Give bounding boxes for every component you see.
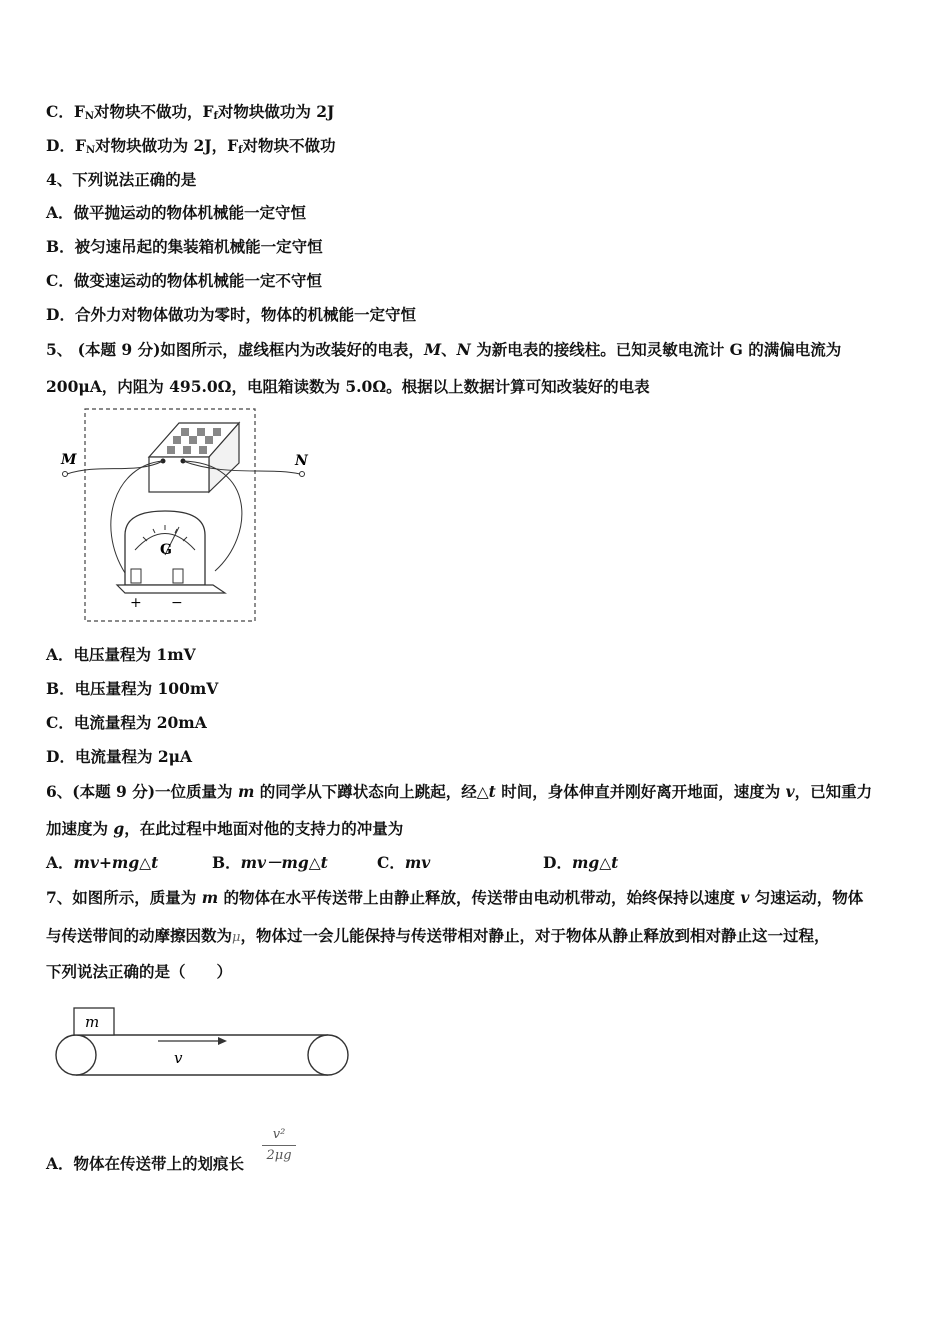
meter-circuit-figure xyxy=(55,405,315,627)
q7-stem-line1: 7、如图所示，质量为 m 的物体在水平传送带上由静止释放，传送带由电动机带动，始终保持以速度 v 匀速运动，物体 xyxy=(46,888,864,907)
terminal-n xyxy=(300,472,305,477)
fraction-bar xyxy=(262,1145,296,1146)
label-v: v xyxy=(174,1049,183,1067)
q7-stem-line2: 与传送带间的动摩擦因数为μ，物体过一会儿能保持与传送带相对静止，对于物体从静止释放到相对静止这一过程， xyxy=(46,926,830,945)
conveyor-belt-figure xyxy=(50,1002,355,1084)
block-label-m: m xyxy=(85,1013,100,1031)
q5-stem-line2: 200μA，内阻为 495.0Ω，电阻箱读数为 5.0Ω。根据以上数据计算可知改装好的电表 xyxy=(46,377,650,396)
right-pulley xyxy=(308,1035,348,1075)
label-g: G xyxy=(160,542,172,558)
q3-option-d: D．$F_N$对物块做功为 2J，$F_f$对物块不做功 xyxy=(46,136,336,156)
q7-option-a: A．物体在传送带上的划痕长 xyxy=(46,1154,245,1173)
q4-option-d: D．合外力对物体做功为零时，物体的机械能一定守恒 xyxy=(46,305,416,324)
label-n: N xyxy=(295,453,308,469)
left-pulley xyxy=(56,1035,96,1075)
terminal-m xyxy=(63,472,68,477)
q4-option-c: C．做变速运动的物体机械能一定不守恒 xyxy=(46,271,322,290)
fraction-v2-over-2mug xyxy=(262,1126,296,1165)
resistance-box-icon xyxy=(149,423,239,492)
q7-stem-line3: 下列说法正确的是（ ） xyxy=(46,962,233,981)
q5-option-a: A．电压量程为 1mV xyxy=(46,645,196,664)
arrow-head-icon xyxy=(218,1037,227,1045)
q6-option-c: C．mv xyxy=(377,853,431,872)
label-m: M xyxy=(61,452,77,468)
q6-stem-line1: 6、(本题 9 分)一位质量为 m 的同学从下蹲状态向上跳起，经△t 时间，身体伸直并刚好离开地面，速度为 v，已知重力 xyxy=(46,782,873,801)
q4-stem: 4、下列说法正确的是 xyxy=(46,170,197,189)
q4-option-b: B．被匀速吊起的集装箱机械能一定守恒 xyxy=(46,237,323,256)
q6-stem-line2: 加速度为 g，在此过程中地面对他的支持力的冲量为 xyxy=(46,819,404,838)
q5-option-c: C．电流量程为 20mA xyxy=(46,713,207,732)
fraction-numerator: v² xyxy=(272,1127,286,1142)
fraction-denominator: 2μg xyxy=(266,1148,292,1163)
label-plus: + xyxy=(130,595,142,611)
q4-option-a: A．做平抛运动的物体机械能一定守恒 xyxy=(46,203,307,222)
q6-option-b: B．mv－mg△t xyxy=(212,853,328,872)
q6-option-a: A．mv+mg△t xyxy=(46,853,159,872)
q3-option-c: C．$F_N$对物块不做功，$F_f$对物块做功为 2J xyxy=(46,102,335,122)
q5-option-d: D．电流量程为 2μA xyxy=(46,747,192,766)
q5-option-b: B．电压量程为 100mV xyxy=(46,679,219,698)
q5-stem-line1: 5、 (本题 9 分)如图所示，虚线框内为改装好的电表，M、N 为新电表的接线柱。已知灵敏电流计 G 的满偏电流为 xyxy=(46,340,842,359)
q6-option-d: D．mg△t xyxy=(543,853,619,872)
label-minus: − xyxy=(171,595,183,611)
